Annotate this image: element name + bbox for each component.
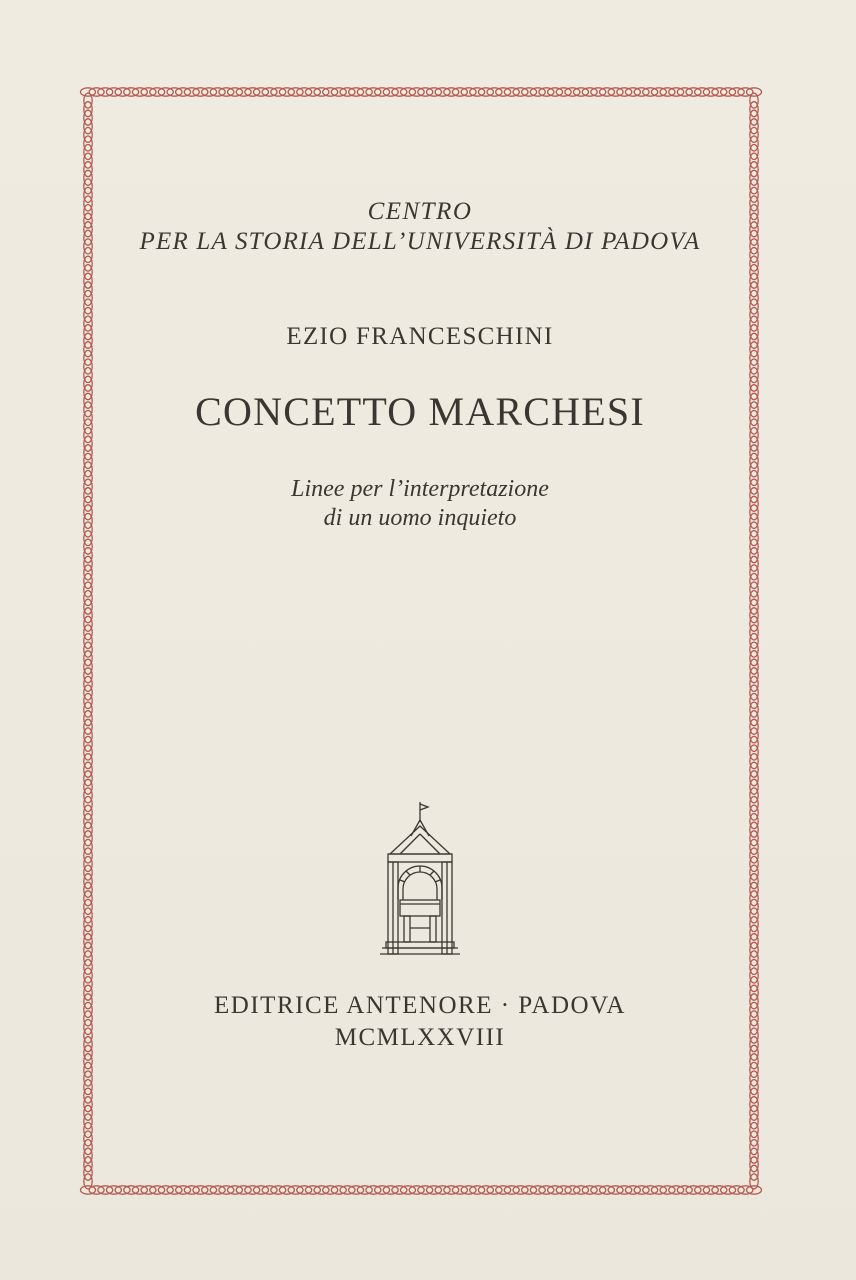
author-name: EZIO FRANCESCHINI — [286, 323, 554, 350]
series-name-line-1: CENTRO — [367, 198, 473, 225]
series-name-line-2: PER LA STORIA DELL’UNIVERSITÀ DI PADOVA — [139, 228, 701, 255]
publisher-imprint: EDITRICE ANTENORE · PADOVA — [214, 992, 626, 1019]
antenor-tomb-icon — [378, 800, 462, 965]
subtitle-line-1: Linee per l’interpretazione — [291, 476, 549, 502]
publication-year: MCMLXXVIII — [334, 1024, 506, 1051]
book-title: CONCETTO MARCHESI — [195, 389, 645, 434]
subtitle-line-2: di un uomo inquieto — [323, 505, 517, 531]
